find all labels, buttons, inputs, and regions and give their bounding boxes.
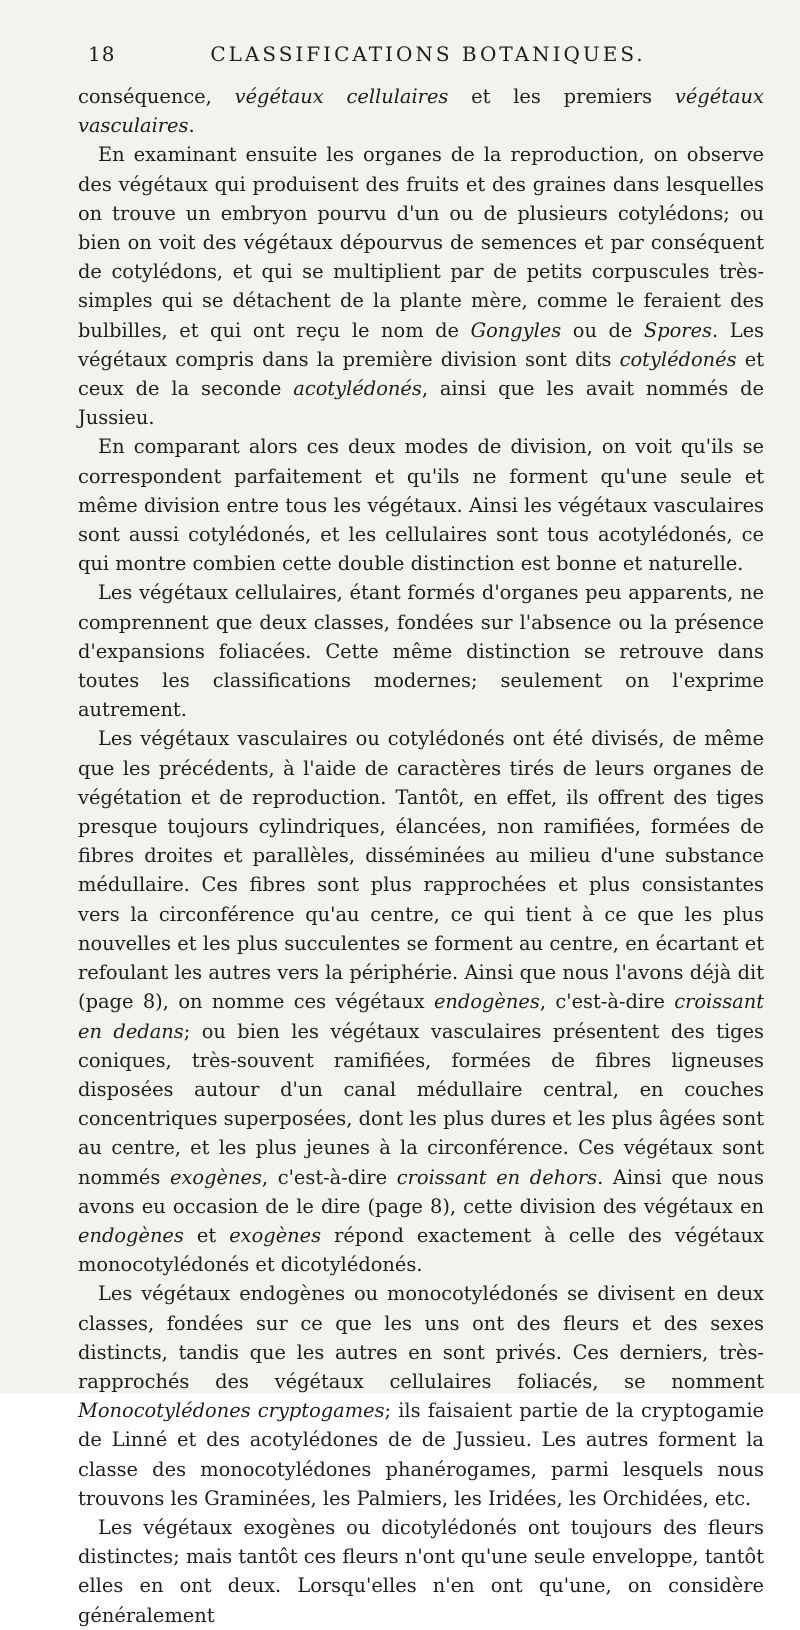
italic-term: acotylédonés [293, 377, 422, 401]
italic-term: Gongyles [470, 318, 562, 342]
text-run: , ainsi que les avait nommés de Jussieu. [78, 377, 764, 430]
paragraph [78, 432, 764, 578]
italic-term: croissant en dehors [396, 1165, 598, 1189]
italic-term: croissant en dedans [78, 990, 764, 1043]
text-run: Les végétaux exogènes ou dicotylédonés ont toujours des fleurs distinctes; mais tantôt ces fleurs n'ont qu'une seule enveloppe, tantôt elles en ont deux. Lorsqu'elles n'en ont qu'une, on considère généralement [78, 1515, 764, 1627]
italic-term: exogènes [170, 1165, 262, 1189]
italic-term: endogènes [78, 1223, 184, 1247]
italic-term: Monocotylédones cryptogames [78, 1399, 385, 1423]
paragraph [78, 1513, 764, 1630]
paragraph [78, 82, 764, 140]
text-run: , c'est-à-dire [261, 1165, 397, 1189]
text-run: répond exactement à celle des végétaux monocotylédonés et dicotylédonés. [78, 1223, 764, 1277]
text-run: En examinant ensuite les organes de la reproduction, on observe des végétaux qui produisent des fruits et des graines dans lesquelles on trouve un embryon pourvu d'un ou de plusieurs cotylédons; ou bien on voit des végétaux dépourvus de semences et par conséquent de cotylédons, et qui se multiplient par de petits corpuscules très-simples qui se détachent de la plante mère, comme le feraient des bulbilles, et qui ont reçu le nom de [78, 143, 764, 342]
text-run: ; ils faisaient partie de la cryptogamie de Linné et des acotylédones de de Jussieu. Les autres forment la classe des monocotylédones phanérogames, parmi lesquels nous trouvons les Graminées, les Palmiers, les Iridées, les Orchidées, etc. [78, 1399, 764, 1510]
text-run: , c'est-à-dire [539, 990, 675, 1014]
text-run: . Les végétaux compris dans la première division sont dits [78, 318, 764, 371]
text-run: Les végétaux endogènes ou monocotylédonés se divisent en deux classes, fondées sur ce que les uns ont des fleurs et des sexes distincts, tandis que les autres en sont privés. Ces derniers, très-rapprochés des végétaux cellulaires foliacés, se nomment [78, 1282, 764, 1393]
paragraph [78, 724, 764, 1279]
italic-term: endogènes [433, 990, 540, 1014]
text-run: et les premiers [448, 85, 675, 108]
page-header [88, 42, 768, 76]
text-run: ; ou bien les végétaux vasculaires présentent des tiges coniques, très-souvent ramifiées, formées de fibres ligneuses disposées autour d'un canal médullaire central, en couches concentriques superposées, dont les plus dures et les plus âgées sont au centre, et les plus jeunes à la circonférence. Ces végétaux sont nommés [78, 1019, 764, 1189]
text-run: Les végétaux cellulaires, étant formés d'organes peu apparents, ne comprennent que deux classes, fondées sur l'absence ou la présence d'expansions foliacées. Cette même distinction se retrouve dans toutes les classifications modernes; seulement on l'exprime autrement. [78, 581, 764, 722]
italic-term: exogènes [229, 1223, 322, 1247]
paragraph [78, 140, 764, 432]
text-run: et ceux de la seconde [78, 347, 764, 401]
italic-term: Spores [643, 318, 712, 342]
paragraph [78, 578, 764, 724]
italic-term: végétaux vasculaires [78, 85, 764, 138]
paragraph [78, 1279, 764, 1513]
running-title: CLASSIFICATIONS BOTANIQUES. [210, 42, 646, 66]
text-run: et [183, 1223, 230, 1247]
text-run: . [188, 114, 195, 138]
body-text [78, 82, 764, 1630]
text-run: ou de [561, 318, 644, 342]
text-run: . Ainsi que nous avons eu occasion de le dire (page 8), cette division des végétaux en [78, 1165, 764, 1218]
text-run: conséquence, [78, 85, 235, 108]
text-run: En comparant alors ces deux modes de division, on voit qu'ils se correspondent parfaitement et qu'ils ne forment qu'une seule et même division entre tous les végétaux. Ainsi les végétaux vasculaires sont aussi cotylédonés, et les cellulaires sont tous acotylédonés, ce qui montre combien cette double distinction est bonne et naturelle. [78, 435, 764, 576]
page-number: 18 [88, 42, 116, 66]
italic-term: végétaux cellulaires [234, 85, 449, 108]
italic-term: cotylédonés [619, 347, 737, 371]
text-run: Les végétaux vasculaires ou cotylédonés ont été divisés, de même que les précédents, à l'aide de caractères tirés de leurs organes de végétation et de reproduction. Tantôt, en effet, ils offrent des tiges presque toujours cylindriques, élancées, non ramifiées, formées de fibres droites et parallèles, disséminées au milieu d'une substance médullaire. Ces fibres sont plus rapprochées et plus consistantes vers la circonférence qu'au centre, ce qui tient à ce que les plus nouvelles et les plus succulentes se forment au centre, en écartant et refoulant les autres vers la périphérie. Ainsi que nous l'avons déjà dit (page 8), on nomme ces végétaux [78, 727, 764, 1014]
